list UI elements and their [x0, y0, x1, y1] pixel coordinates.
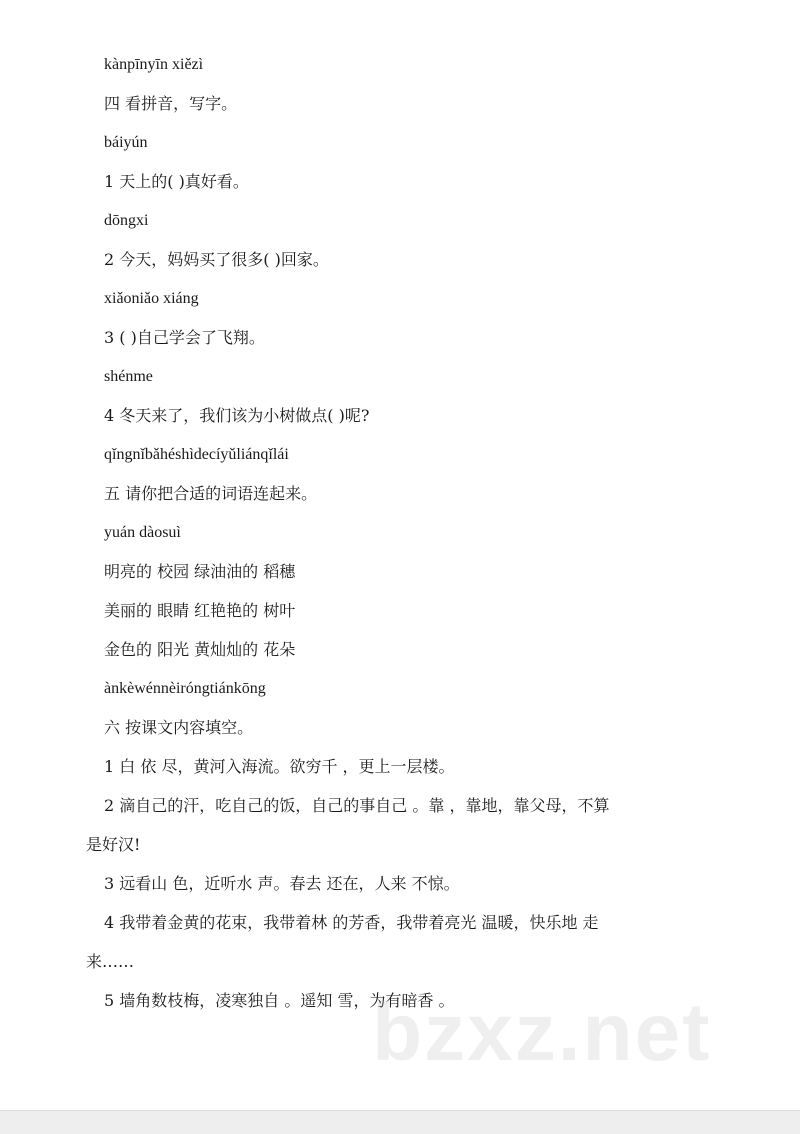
- fill-line-continued: 是好汉!: [86, 835, 141, 854]
- fill-line: 3 远看山 色，近听水 声。春去 还在，人来 不惊。: [104, 874, 460, 893]
- question-line: 3 ( )自己学会了飞翔。: [104, 328, 265, 347]
- section-heading-6: 六 按课文内容填空。: [104, 718, 254, 737]
- match-row: 明亮的 校园 绿油油的 稻穗: [104, 562, 296, 581]
- pinyin-line: qǐngnǐbǎhéshìdecíyǔliánqǐlái: [104, 446, 289, 463]
- question-line: 4 冬天来了，我们该为小树做点( )呢?: [104, 406, 370, 425]
- pinyin-line: ànkèwénnèiróngtiánkōng: [104, 680, 266, 697]
- pinyin-line: xiǎoniǎo xiáng: [104, 290, 199, 307]
- question-line: 1 天上的( )真好看。: [104, 172, 249, 191]
- fill-line: 1 白 依 尽，黄河入海流。欲穷千 ，更上一层楼。: [104, 757, 455, 776]
- pinyin-line: báiyún: [104, 134, 148, 151]
- match-row: 美丽的 眼睛 红艳艳的 树叶: [104, 601, 296, 620]
- pinyin-line: yuán dàosuì: [104, 524, 181, 541]
- pinyin-line: shénme: [104, 368, 153, 385]
- section-heading-4: 四 看拼音，写字。: [104, 94, 238, 113]
- section-heading-5: 五 请你把合适的词语连起来。: [104, 484, 318, 503]
- pinyin-line: dōngxi: [104, 212, 149, 229]
- viewer-bottom-bar: [0, 1110, 800, 1134]
- pinyin-line: kànpīnyīn xiězì: [104, 56, 204, 73]
- fill-line: 5 墙角数枝梅，凌寒独自 。遥知 雪，为有暗香 。: [104, 991, 455, 1010]
- watermark: bzxz.net: [372, 987, 712, 1078]
- question-line: 2 今天，妈妈买了很多( )回家。: [104, 250, 329, 269]
- fill-line: 4 我带着金黄的花束，我带着林 的芳香，我带着亮光 温暖，快乐地 走: [104, 913, 599, 932]
- match-row: 金色的 阳光 黄灿灿的 花朵: [104, 640, 296, 659]
- fill-line-continued: 来……: [86, 952, 135, 971]
- fill-line: 2 滴自己的汗，吃自己的饭，自己的事自己 。靠 ，靠地，靠父母，不算: [104, 796, 610, 815]
